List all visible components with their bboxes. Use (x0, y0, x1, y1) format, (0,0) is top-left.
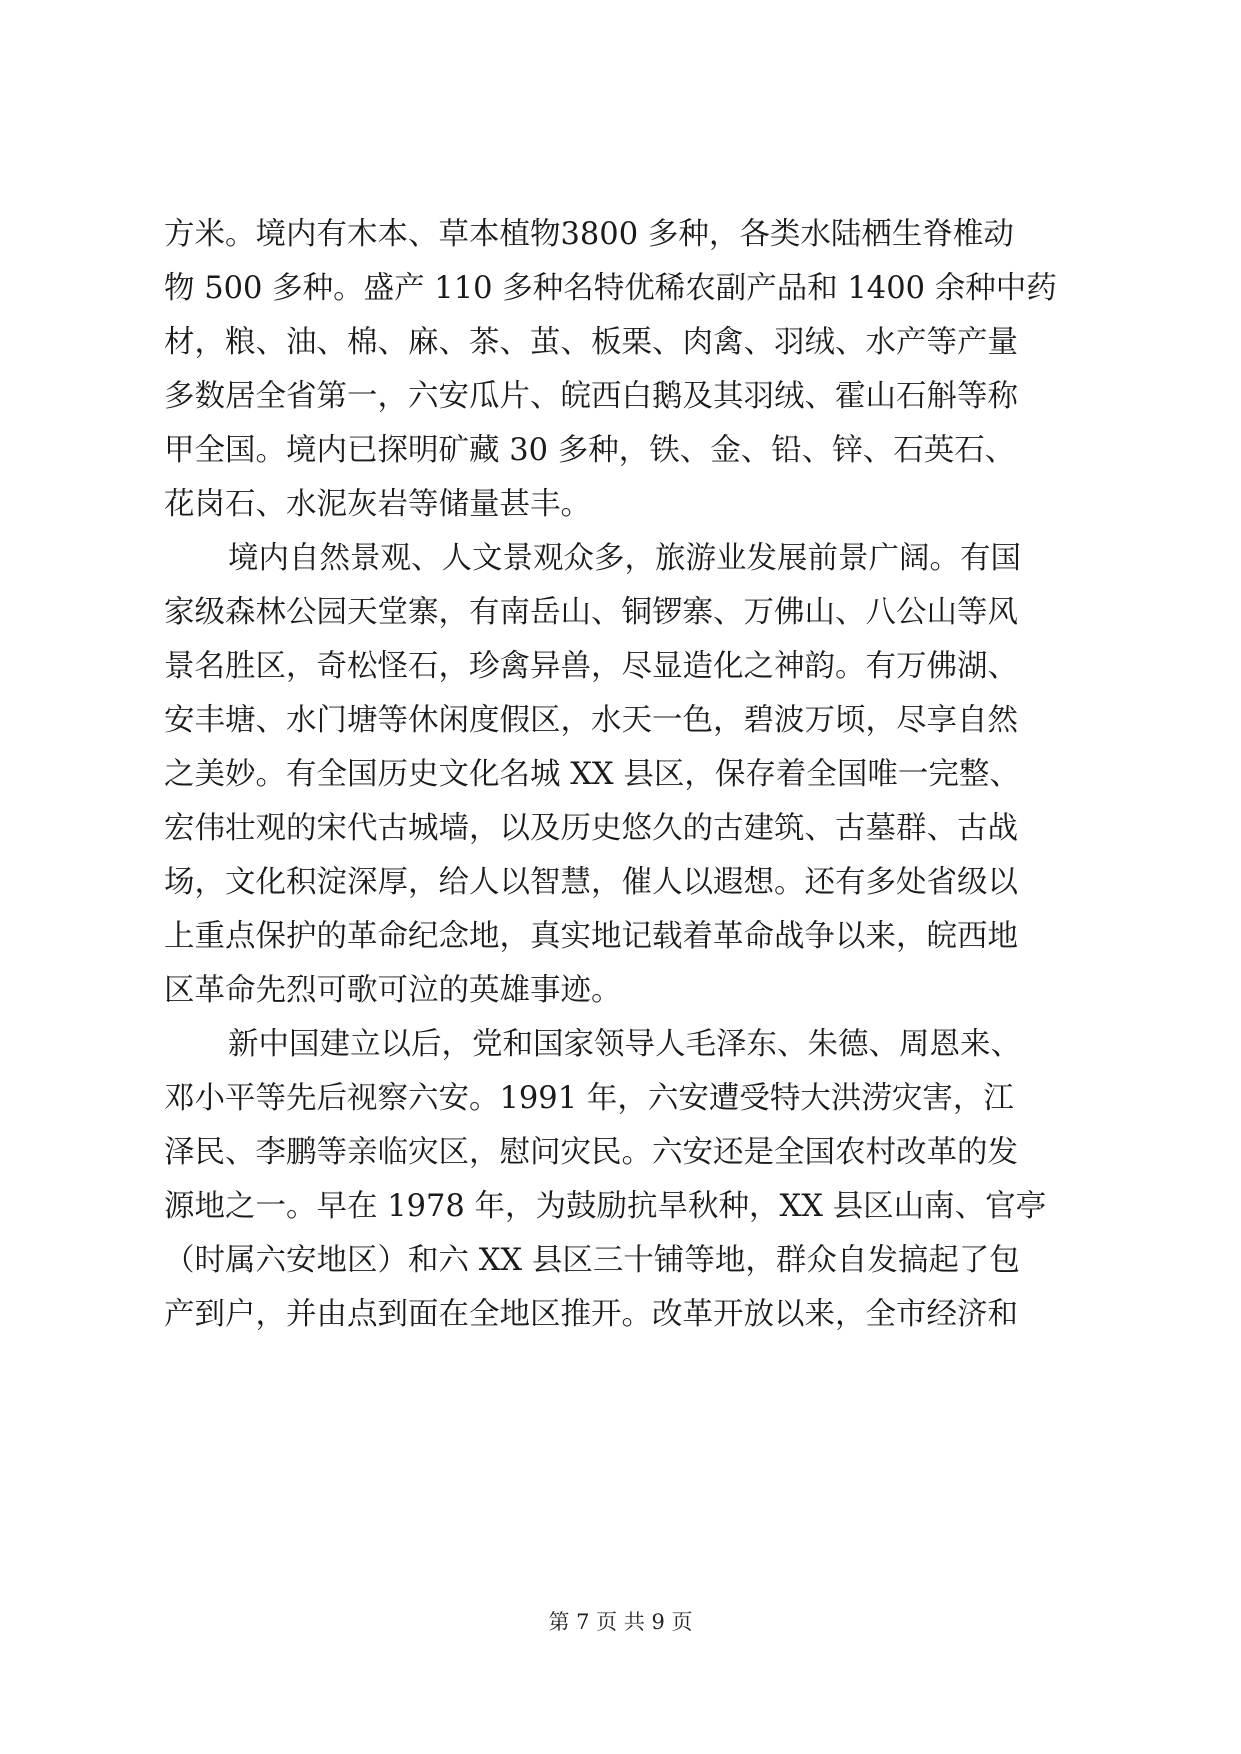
text-line: 多数居全省第一，六安瓜片、皖西白鹅及其羽绒、霍山石斛等称 (164, 379, 1018, 414)
text-line: 泽民、李鹏等亲临灾区，慰问灾民。六安还是全国农村改革的发 (164, 1135, 1018, 1170)
text-line: 区革命先烈可歌可泣的英雄事迹。 (164, 973, 622, 1008)
text-line: 甲全国。境内已探明矿藏 30 多种，铁、金、铅、锌、石英石、 (164, 433, 1016, 468)
text-line: 物 500 多种。盛产 110 多种名特优稀农副产品和 1400 余种中药 (164, 271, 1057, 306)
text-line: 上重点保护的革命纪念地，真实地记载着革命战争以来，皖西地 (164, 919, 1018, 954)
text-line: 材，粮、油、棉、麻、茶、茧、板栗、肉禽、羽绒、水产等产量 (164, 325, 1018, 360)
text-line: 场，文化积淀深厚，给人以智慧，催人以遐想。还有多处省级以 (164, 865, 1018, 900)
text-line: 境内自然景观、人文景观众多，旅游业发展前景广阔。有国 (228, 541, 1021, 576)
text-line: 景名胜区，奇松怪石，珍禽异兽，尽显造化之神韵。有万佛湖、 (164, 649, 1018, 684)
text-line: 产到户，并由点到面在全地区推开。改革开放以来，全市经济和 (164, 1297, 1018, 1332)
text-line: 安丰塘、水门塘等休闲度假区，水天一色，碧波万顷，尽享自然 (164, 703, 1018, 738)
text-line: 之美妙。有全国历史文化名城 XX 县区，保存着全国唯一完整、 (164, 757, 1020, 792)
text-line: 家级森林公园天堂寨，有南岳山、铜锣寨、万佛山、八公山等风 (164, 595, 1018, 630)
text-line: （时属六安地区）和六 XX 县区三十铺等地，群众自发搞起了包 (164, 1243, 1020, 1278)
text-line: 宏伟壮观的宋代古城墙，以及历史悠久的古建筑、古墓群、古战 (164, 811, 1018, 846)
text-line: 花岗石、水泥灰岩等储量甚丰。 (164, 487, 591, 522)
page-number-footer: 第 7 页 共 9 页 (548, 1610, 693, 1634)
text-line: 方米。境内有木本、草本植物3800 多种，各类水陆栖生脊椎动 (164, 217, 1014, 252)
text-line: 邓小平等先后视察六安。1991 年，六安遭受特大洪涝灾害，江 (164, 1081, 1014, 1116)
text-line: 新中国建立以后，党和国家领导人毛泽东、朱德、周恩来、 (228, 1027, 1021, 1062)
text-line: 源地之一。早在 1978 年，为鼓励抗旱秋种，XX 县区山南、官亭 (164, 1189, 1047, 1224)
